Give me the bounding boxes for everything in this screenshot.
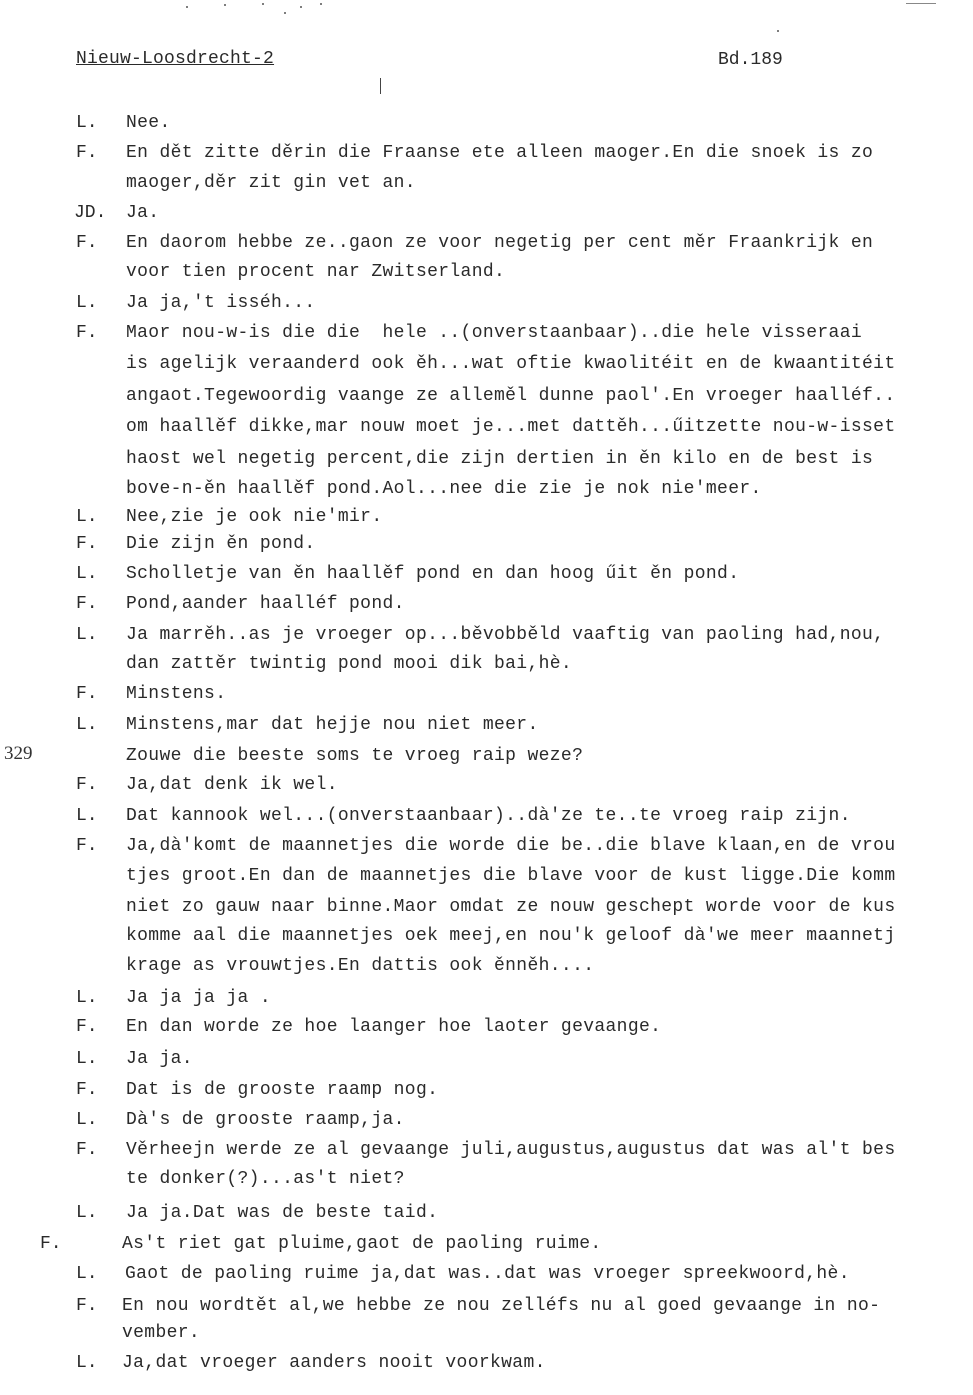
scan-speck [224,4,226,6]
scan-speck [320,3,322,5]
transcript-line: Maor nou-w-is die die hele ..(onverstaanbaar)..die hele visseraai [126,323,863,343]
speaker-label: F. [40,1234,62,1254]
transcript-line: Pond,aander haalléf pond. [126,594,405,614]
speaker-label: L. [76,715,98,735]
speaker-label: F. [76,684,98,704]
scan-speck [262,3,264,5]
transcript-line: Ja ja. [126,1049,193,1069]
speaker-label: JD. [74,203,107,223]
transcript-line: dan zattěr twintig pond mooi dik bai,hè. [126,654,573,674]
transcript-line: is agelijk veraanderd ook ěh...wat oftie kwaolitéit en de kwaantitéit [126,354,896,374]
transcript-line: Ja,dat denk ik wel. [126,775,338,795]
transcript-line: Věrheejn werde ze al gevaange juli,augustus,augustus dat was al't bes [126,1140,896,1160]
transcript-line: En nou wordtět al,we hebbe ze nou zelléfs nu al goed gevaange in no- [122,1296,881,1316]
transcript-line: Dat is de grooste raamp nog. [126,1080,439,1100]
transcript-line: Dat kannook wel...(onverstaanbaar)..dà'ze te..te vroeg raip zijn. [126,806,851,826]
speaker-label: L. [76,293,98,313]
transcript-line: vember. [122,1323,201,1343]
transcript-line: Scholletje van ěn haallěf pond en dan hoog űit ěn pond. [126,564,740,584]
transcript-line: angaot.Tegewoordig vaange ze alleměl dunne paol'.En vroeger haalléf.. [126,386,896,406]
scan-speck [284,12,286,14]
transcript-line: tjes groot.En dan de maannetjes die blave voor de kust ligge.Die komm [126,866,896,886]
transcript-line: Nee,zie je ook nie'mir. [126,507,383,527]
speaker-label: F. [76,1296,98,1316]
transcript-line: niet zo gauw naar binne.Maor omdat ze nouw geschept worde voor de kus [126,897,896,917]
speaker-label: F. [76,775,98,795]
transcript-line: Nee. [126,113,171,133]
pencil-mark [380,78,381,94]
transcript-line: Die zijn ěn pond. [126,534,316,554]
speaker-label: L. [76,564,98,584]
speaker-label: F. [76,594,98,614]
speaker-label: L. [76,806,98,826]
transcript-line: komme aal die maannetjes oek meej,en nou'k geloof dà'we meer maannetj [126,926,896,946]
transcript-line: krage as vrouwtjes.En dattis ook ěnněh.... [126,956,595,976]
transcript-line: En dět zitte děrin die Fraanse ete alleen maoger.En die snoek is zo [126,143,874,163]
transcript-line: Ja ja.Dat was de beste taid. [126,1203,439,1223]
speaker-label: F. [76,323,98,343]
transcript-line: Minstens,mar dat hejje nou niet meer. [126,715,539,735]
speaker-label: L. [76,625,98,645]
document-title: Nieuw-Loosdrecht-2 [76,49,275,69]
speaker-label: L. [76,1110,98,1130]
speaker-label: L. [76,1353,98,1373]
speaker-label: L. [76,1264,98,1284]
scan-speck [777,30,779,32]
speaker-label: L. [76,988,98,1008]
transcript-line: haost wel negetig percent,die zijn dertien in ěn kilo en de best is [126,449,874,469]
volume-number: Bd.189 [718,50,783,70]
transcript-line: bove-n-ěn haallěf pond.Aol...nee die zie je nok nie'meer. [126,479,762,499]
speaker-label: L. [76,113,98,133]
transcript-line: En daorom hebbe ze..gaon ze voor negetig per cent měr Fraankrijk en [126,233,874,253]
transcript-line: Minstens. [126,684,227,704]
speaker-label: F. [76,836,98,856]
speaker-label: F. [76,143,98,163]
transcript-line: Zouwe die beeste soms te vroeg raip weze? [126,746,584,766]
speaker-label: L. [76,1203,98,1223]
transcript-line: Ja ja,'t isséh... [126,293,316,313]
transcript-line: maoger,děr zit gin vet an. [126,173,416,193]
speaker-label: F. [76,1080,98,1100]
transcript-line: Ja marrěh..as je vroeger op...běvobběld vaaftig van paoling had,nou, [126,625,885,645]
speaker-label: F. [76,1017,98,1037]
transcript-line: te donker(?)...as't niet? [126,1169,405,1189]
scan-speck [186,6,188,8]
transcript-line: om haallěf dikke,mar nouw moet je...met dattěh...űitzette nou-w-isset [126,417,896,437]
transcript-line: Ja ja ja ja . [126,988,271,1008]
transcript-line: Ja. [126,203,160,223]
margin-number: 329 [4,743,33,764]
transcript-line: Gaot de paoling ruime ja,dat was..dat was vroeger spreekwoord,hè. [125,1264,850,1284]
scan-speck [906,3,936,4]
transcript-line: Dà's de grooste raamp,ja. [126,1110,405,1130]
speaker-label: F. [76,233,98,253]
speaker-label: L. [76,507,98,527]
transcript-line: En dan worde ze hoe laanger hoe laoter gevaange. [126,1017,662,1037]
transcript-line: Ja,dà'komt de maannetjes die worde die be..die blave klaan,en de vrou [126,836,896,856]
speaker-label: F. [76,534,98,554]
transcript-line: As't riet gat pluime,gaot de paoling ruime. [122,1234,602,1254]
speaker-label: L. [76,1049,98,1069]
scan-speck [300,6,302,8]
transcript-line: voor tien procent nar Zwitserland. [126,262,506,282]
speaker-label: F. [76,1140,98,1160]
transcript-line: Ja,dat vroeger aanders nooit voorkwam. [122,1353,546,1373]
